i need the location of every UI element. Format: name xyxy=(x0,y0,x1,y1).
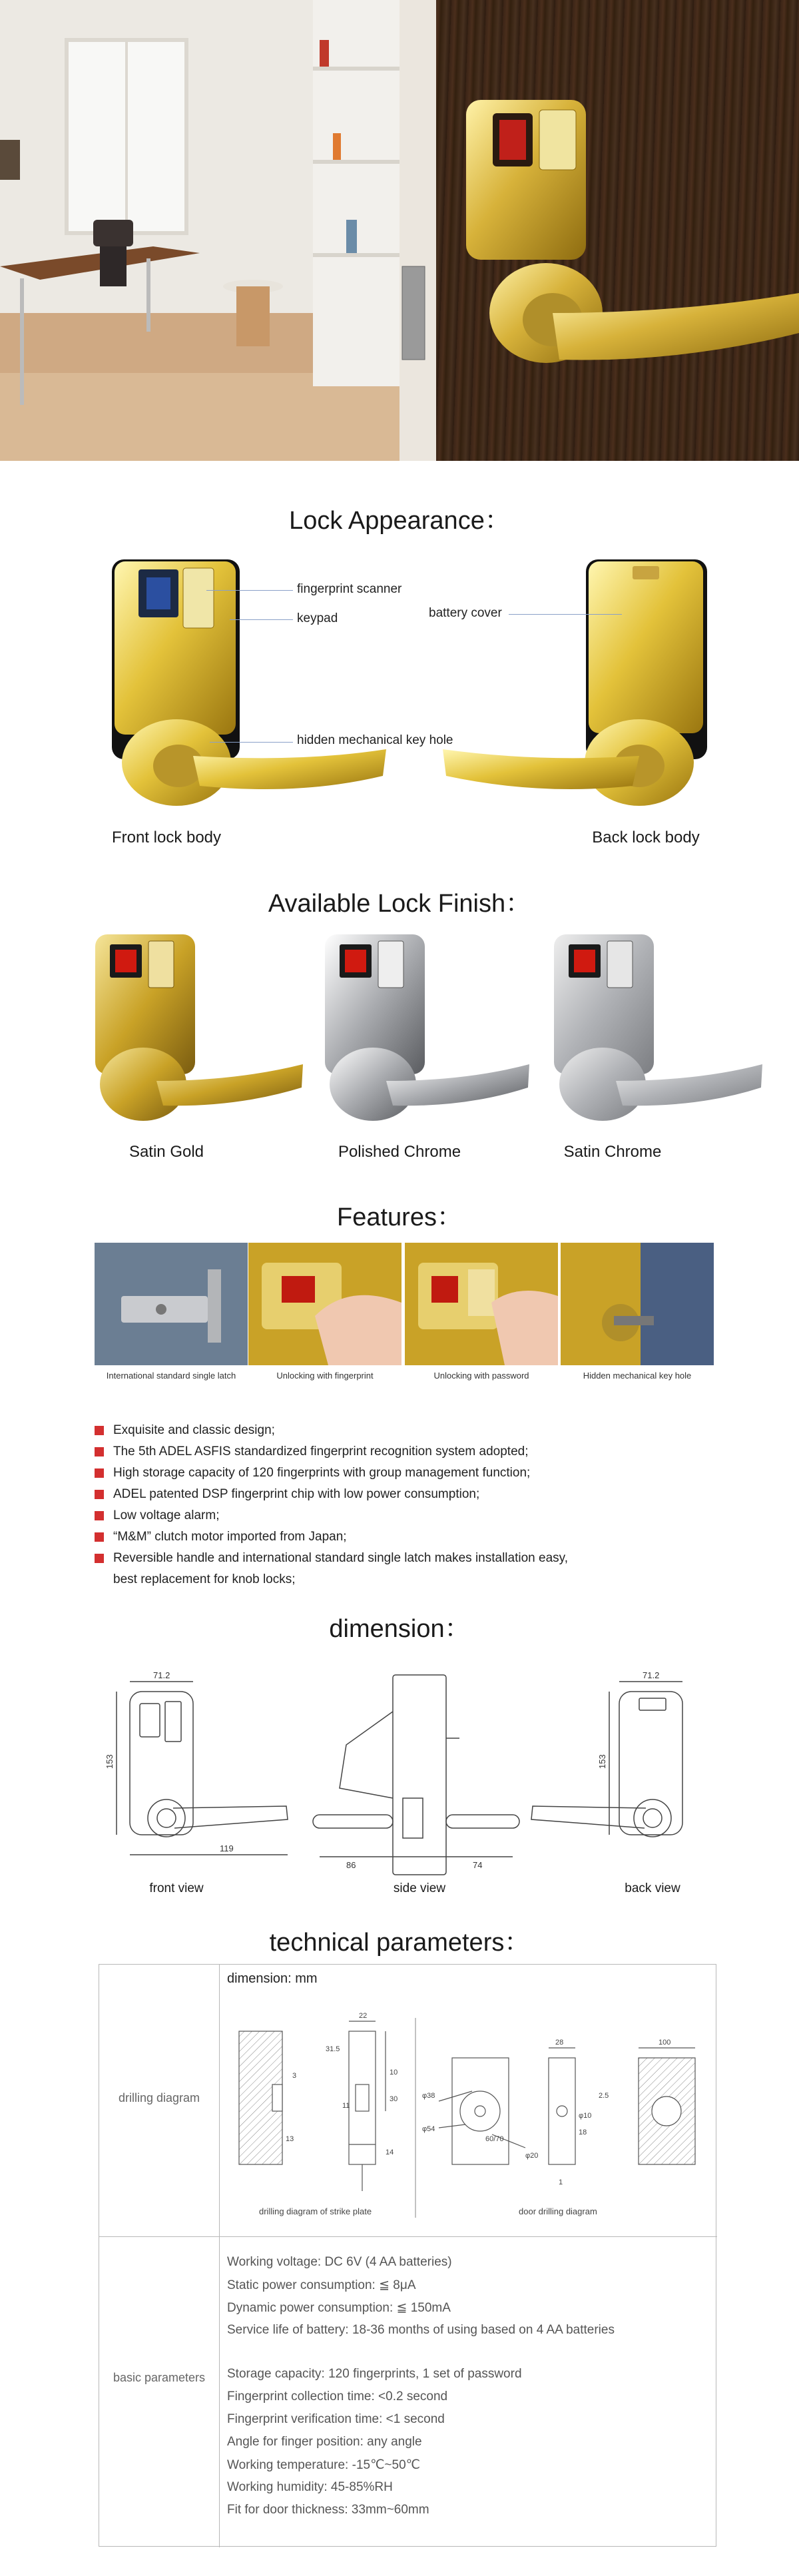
front-view-label: front view xyxy=(149,1881,204,1895)
bullet-text: The 5th ADEL ASFIS standardized fingerprint recognition system adopted; xyxy=(113,1445,529,1458)
bullet-text: “M&M” clutch motor imported from Japan; xyxy=(113,1530,347,1544)
table-divider-vertical xyxy=(219,1965,220,2547)
bullet-square-icon xyxy=(95,1532,104,1542)
dimension-title: dimension： xyxy=(329,1615,470,1643)
bullet-text: High storage capacity of 120 fingerprints with group management function; xyxy=(113,1466,531,1480)
feature-bullet xyxy=(95,1548,694,1569)
bullet-square-icon xyxy=(95,1511,104,1520)
feature-bullet xyxy=(95,1505,694,1526)
front-lock-body-label: Front lock body xyxy=(111,828,222,846)
bullet-text: best replacement for knob locks; xyxy=(113,1572,296,1586)
feature-caption-key-hole: Hidden mechanical key hole xyxy=(583,1371,692,1381)
num-28: 28 xyxy=(555,2039,564,2047)
hero-lock-illustration xyxy=(400,0,799,461)
num-31-5: 31.5 xyxy=(326,2045,340,2053)
bullet-square-icon xyxy=(95,1426,104,1435)
keyhole-callout: hidden mechanical key hole xyxy=(297,733,453,747)
technical-parameters-table xyxy=(99,1964,716,2547)
num-22: 22 xyxy=(359,2012,368,2020)
num-60-70: 60/70 xyxy=(485,2135,504,2143)
keypad-callout: keypad xyxy=(297,611,338,625)
satin-chrome-lock-image xyxy=(546,931,766,1131)
bullet-text: ADEL patented DSP fingerprint chip with low power consumption; xyxy=(113,1487,480,1501)
feature-caption-single-latch: International standard single latch xyxy=(106,1371,236,1381)
finish-label-satin-chrome: Satin Chrome xyxy=(563,1143,662,1161)
dim-back-width: 71.2 xyxy=(643,1670,660,1680)
param-finger-angle: Angle for finger position: any angle xyxy=(227,2435,422,2449)
dim-side-right: 74 xyxy=(473,1860,483,1870)
dim-back-height: 153 xyxy=(597,1754,607,1769)
back-lock-body-drawing xyxy=(439,556,719,819)
dim-front-height: 153 xyxy=(105,1754,115,1769)
back-lock-body-label: Back lock body xyxy=(592,828,700,846)
feature-image-key-hole xyxy=(561,1243,714,1365)
hero-banner xyxy=(0,0,799,461)
features-title: Features： xyxy=(337,1203,462,1231)
num-3: 3 xyxy=(292,2072,297,2080)
polished-chrome-lock-image xyxy=(313,931,533,1131)
door-with-lock-photo xyxy=(400,0,799,461)
num-13: 13 xyxy=(286,2135,294,2143)
param-working-voltage: Working voltage: DC 6V (4 AA batteries) xyxy=(227,2255,452,2269)
strike-plate-caption: drilling diagram of strike plate xyxy=(259,2206,372,2216)
office-room-photo xyxy=(0,0,400,461)
num-18: 18 xyxy=(579,2128,587,2136)
dimension-unit: dimension: mm xyxy=(227,1971,318,1986)
finish-label-polished-chrome: Polished Chrome xyxy=(338,1143,461,1161)
satin-gold-lock-image xyxy=(90,931,310,1131)
dim-front-handle: 119 xyxy=(220,1843,234,1853)
num-1: 1 xyxy=(559,2178,563,2186)
room-illustration xyxy=(0,0,400,461)
num-phi-20: φ20 xyxy=(525,2152,539,2160)
bullet-square-icon xyxy=(95,1447,104,1456)
feature-image-fingerprint xyxy=(248,1243,401,1365)
back-view-label: back view xyxy=(625,1881,680,1895)
feature-bullet xyxy=(95,1526,694,1548)
battery-callout-line xyxy=(509,614,622,615)
num-phi-10: φ10 xyxy=(579,2112,592,2120)
basic-parameters-label: basic parameters xyxy=(113,2371,206,2384)
feature-bullet xyxy=(95,1441,694,1462)
appearance-title: Lock Appearance： xyxy=(289,507,510,535)
feature-image-single-latch xyxy=(95,1243,248,1365)
bullet-text: Reversible handle and international standard single latch makes installation easy, xyxy=(113,1551,568,1565)
num-2-5: 2.5 xyxy=(599,2092,609,2100)
finish-label-satin-gold: Satin Gold xyxy=(129,1143,204,1161)
finish-title: Available Lock Finish： xyxy=(268,890,531,918)
param-working-humidity: Working humidity: 45-85%RH xyxy=(227,2480,393,2494)
param-collection-time: Fingerprint collection time: <0.2 second xyxy=(227,2390,448,2404)
feature-bullet xyxy=(95,1484,694,1505)
feature-bullet-continuation xyxy=(95,1569,694,1590)
param-storage-capacity: Storage capacity: 120 fingerprints, 1 set of password xyxy=(227,2367,522,2381)
bullet-square-icon xyxy=(95,1490,104,1499)
bullet-square-icon xyxy=(95,1554,104,1563)
feature-caption-password: Unlocking with password xyxy=(433,1371,529,1381)
bullet-text: Exquisite and classic design; xyxy=(113,1423,275,1437)
keypad-callout-line xyxy=(230,619,293,620)
num-14: 14 xyxy=(386,2148,394,2156)
param-static-power: Static power consumption: ≦ 8μA xyxy=(227,2278,416,2292)
dim-front-width: 71.2 xyxy=(153,1670,170,1680)
feature-image-password xyxy=(405,1243,558,1365)
bullet-square-icon xyxy=(95,1468,104,1478)
technical-title: technical parameters： xyxy=(269,1929,530,1957)
battery-callout: battery cover xyxy=(429,606,502,620)
param-working-temperature: Working temperature: -15℃~50℃ xyxy=(227,2458,420,2472)
door-drilling-caption: door drilling diagram xyxy=(519,2206,597,2216)
feature-caption-fingerprint: Unlocking with fingerprint xyxy=(276,1371,374,1381)
num-phi-38: φ38 xyxy=(422,2092,435,2100)
side-view-label: side view xyxy=(393,1881,446,1895)
drilling-diagram-drawing xyxy=(226,2005,712,2231)
feature-bullet xyxy=(95,1420,694,1441)
feature-bullet xyxy=(95,1462,694,1484)
fingerprint-callout: fingerprint scanner xyxy=(297,582,402,596)
num-phi-54: φ54 xyxy=(422,2125,435,2133)
num-100: 100 xyxy=(659,2039,671,2047)
feature-bullet-list xyxy=(95,1420,694,1590)
param-battery-life: Service life of battery: 18-36 months of using based on 4 AA batteries xyxy=(227,2323,615,2337)
param-dynamic-power: Dynamic power consumption: ≦ 150mA xyxy=(227,2301,451,2315)
num-10: 10 xyxy=(390,2069,398,2077)
num-11: 11 xyxy=(342,2102,350,2110)
num-30: 30 xyxy=(390,2095,398,2103)
table-divider-horizontal xyxy=(99,2236,717,2237)
param-door-thickness: Fit for door thickness: 33mm~60mm xyxy=(227,2503,429,2517)
bullet-text: Low voltage alarm; xyxy=(113,1508,220,1522)
drilling-diagram-label: drilling diagram xyxy=(118,2091,200,2104)
keyhole-callout-line xyxy=(210,742,293,743)
dimension-drawings xyxy=(100,1665,712,1885)
fingerprint-callout-line xyxy=(206,590,293,591)
dim-side-left: 86 xyxy=(346,1860,356,1870)
param-verification-time: Fingerprint verification time: <1 second xyxy=(227,2412,445,2426)
